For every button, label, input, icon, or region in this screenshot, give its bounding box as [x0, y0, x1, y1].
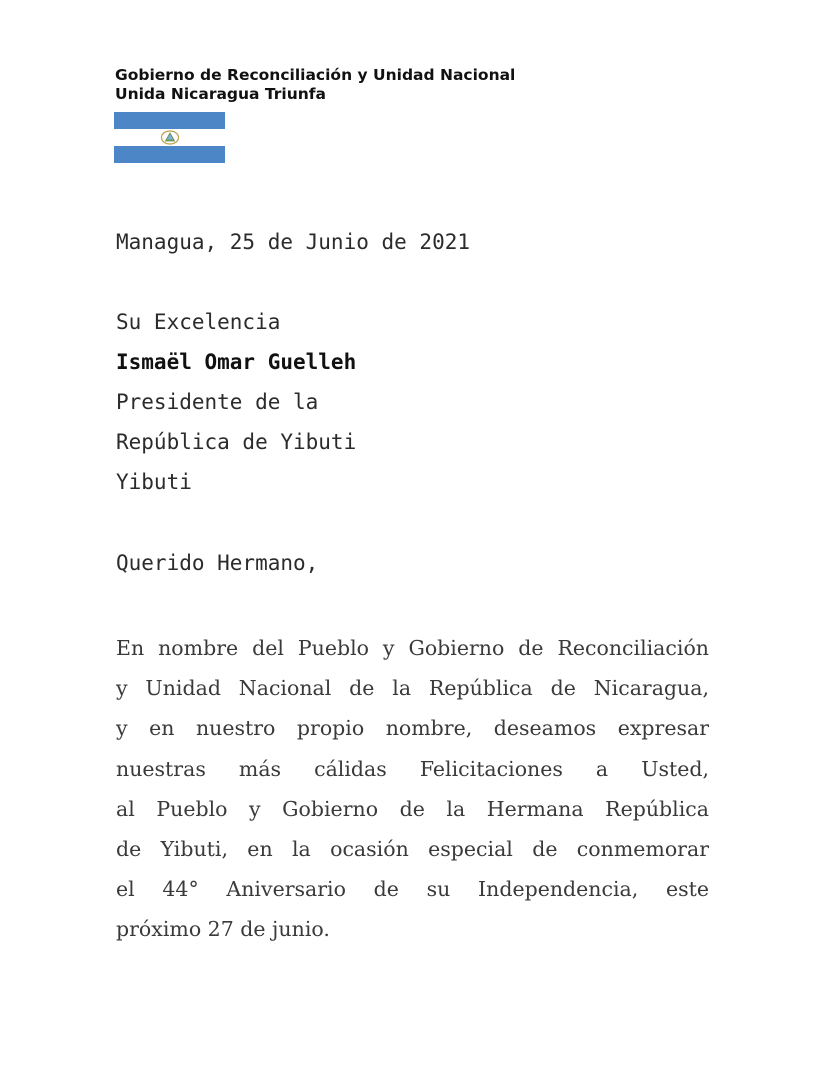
recipient-role-line2: República de Yibuti: [116, 430, 357, 454]
body-line: y Unidad Nacional de la República de Nicaragua,: [116, 676, 709, 701]
body-line: de Yibuti, en la ocasión especial de conmemorar: [116, 836, 709, 861]
flag-stripe-top: [114, 112, 225, 129]
nicaragua-flag-icon: [114, 112, 225, 163]
body-line: al Pueblo y Gobierno de la Hermana República: [116, 796, 709, 821]
recipient-role-line1: Presidente de la: [116, 390, 319, 414]
recipient-title: Su Excelencia: [116, 310, 281, 334]
body-line: el 44° Aniversario de su Independencia, este: [116, 877, 709, 902]
body-line: En nombre del Pueblo y Gobierno de Reconciliación: [116, 636, 709, 660]
letterhead-government-name: Gobierno de Reconciliación y Unidad Nacional: [115, 66, 516, 84]
letter-body-paragraph: [116, 628, 709, 950]
flag-stripe-bottom: [114, 146, 225, 163]
body-line: y en nuestro propio nombre, deseamos expresar: [116, 716, 709, 741]
letterhead: [115, 66, 515, 104]
body-line: próximo 27 de junio.: [116, 917, 330, 942]
letterhead-slogan: Unida Nicaragua Triunfa: [115, 85, 327, 103]
recipient-country: Yibuti: [116, 470, 192, 494]
recipient-name: Ismaël Omar Guelleh: [116, 350, 357, 374]
letter-greeting: Querido Hermano,: [116, 551, 319, 575]
letter-date: Managua, 25 de Junio de 2021: [116, 230, 471, 254]
coat-of-arms-icon: [160, 130, 180, 145]
body-line: nuestras más cálidas Felicitaciones a Usted,: [116, 756, 709, 781]
